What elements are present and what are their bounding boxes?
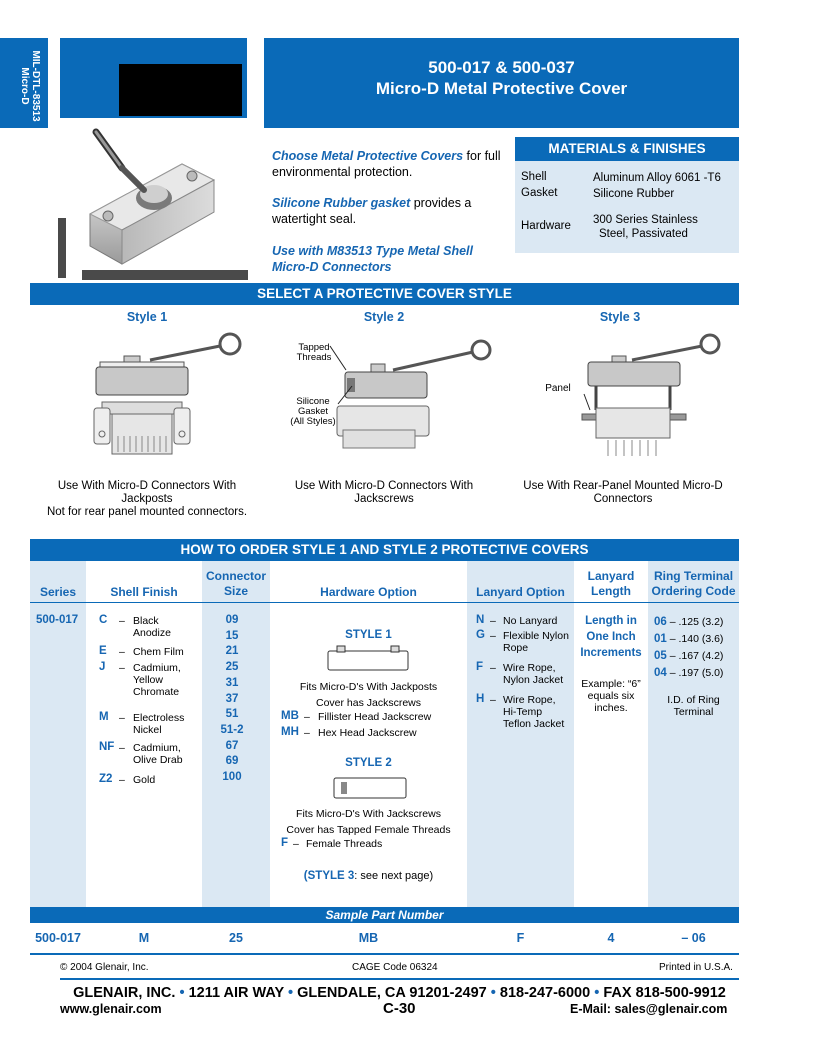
hardware-style2-desc [270, 806, 467, 838]
finish-dash: – [119, 774, 125, 786]
hardware-style2-icon [333, 777, 407, 799]
header-series: Series [39, 585, 77, 599]
style-3-heading: Style 3 [599, 310, 641, 324]
size-item: 25 [225, 661, 239, 674]
style3-note-open: ( [303, 870, 308, 882]
ring-desc: .167 (4.2) [678, 650, 724, 662]
ring-code: 01 [654, 633, 667, 645]
side-tab-line2: Micro-D [19, 67, 30, 105]
style3-note-bold: STYLE 3 [307, 870, 355, 882]
lanyard-h-l1: Wire Rope, [503, 694, 556, 706]
footer-rule [60, 978, 739, 980]
ring-desc: .125 (3.2) [678, 616, 724, 628]
style-2-label-tapped [292, 343, 336, 363]
gasket-line3: (All Styles) [290, 416, 336, 427]
style-1-caption-line1: Use With Micro-D Connectors With [57, 480, 237, 492]
finish-desc-e: Chem Film [133, 646, 184, 658]
length-l2: One Inch [586, 631, 636, 643]
lanyard-f-l1: Wire Rope, [503, 662, 556, 674]
footer-printed: Printed in U.S.A. [659, 962, 733, 973]
style-2-caption-line2: Jackscrews [354, 493, 414, 505]
sample-hardware: MB [358, 931, 379, 945]
ring-row: 01 – .140 (3.6) [654, 633, 724, 645]
style-1-caption [40, 480, 254, 519]
finish-m-l2: Nickel [133, 724, 162, 736]
desc-2-highlight: Silicone Rubber gasket [272, 196, 411, 210]
finish-c-l2: Anodize [133, 627, 171, 639]
finish-dash: – [119, 712, 125, 724]
lanyard-desc-h [503, 694, 564, 730]
footer-address: 1211 AIR WAY [188, 985, 284, 1001]
finish-desc-z2: Gold [133, 774, 156, 786]
series-value: 500-017 [36, 614, 79, 626]
material-label-gasket: Gasket [521, 187, 558, 199]
hardware-code-f: F [281, 837, 289, 849]
header-size [202, 569, 270, 599]
lanyard-code-g: G [476, 629, 485, 641]
footer-email-link[interactable]: E-Mail: sales@glenair.com [570, 1002, 728, 1016]
size-item: 31 [225, 676, 239, 689]
finish-c-l1: Black [133, 615, 159, 627]
ring-note-2: Terminal [673, 706, 714, 718]
hw-s1-l2: Cover has Jackscrews [315, 697, 422, 709]
header-divider [30, 602, 739, 603]
size-list [202, 613, 262, 786]
size-item: 67 [225, 739, 239, 752]
footer-website-link[interactable]: www.glenair.com [60, 1002, 162, 1016]
sample-length: 4 [607, 931, 615, 945]
length-info [574, 613, 648, 661]
size-item: 69 [225, 755, 239, 768]
footer-address-line: GLENAIR, INC. • 1211 AIR WAY • GLENDALE, CA 91201-2497 • 818-247-6000 • FAX 818-500-9912 [73, 985, 726, 1001]
product-photo [82, 128, 248, 280]
footer-company: GLENAIR, INC. [73, 985, 176, 1001]
length-ex2: equals six [587, 690, 635, 702]
material-value-hardware: 300 Series Stainless [593, 214, 698, 226]
header-hardware: Hardware Option [320, 585, 417, 599]
hardware-code-mh: MH [281, 726, 299, 738]
footer-cage: CAGE Code 06324 [352, 962, 438, 973]
lanyard-dash: – [490, 630, 496, 642]
hw-dash: – [304, 711, 310, 723]
hw-dash: – [293, 838, 299, 850]
header-size-2: Size [223, 584, 248, 598]
finish-dash: – [119, 742, 125, 754]
lanyard-code-n: N [476, 614, 485, 626]
finish-code-nf: NF [99, 741, 115, 753]
lanyard-h-l2: Hi-Temp [503, 706, 543, 718]
footer-city: GLENDALE, CA 91201-2497 [297, 985, 487, 1001]
lanyard-code-f: F [476, 661, 484, 673]
materials-heading: MATERIALS & FINISHES [515, 137, 739, 161]
ring-row: 06 – .125 (3.2) [654, 616, 724, 628]
title-product-name: Micro-D Metal Protective Cover [375, 79, 628, 98]
ring-desc: .140 (3.6) [678, 633, 724, 645]
style3-note-rest: : see next page) [354, 870, 434, 882]
material-value-hardware-2: Steel, Passivated [599, 228, 688, 240]
header-length-1: Lanyard [587, 569, 635, 583]
lanyard-desc-n: No Lanyard [503, 615, 558, 627]
style-2-caption-line1: Use With Micro-D Connectors With [294, 480, 474, 492]
page-title [264, 38, 739, 128]
length-l1: Length in [585, 615, 637, 627]
hardware-style3-note [270, 870, 467, 882]
finish-code-m: M [99, 711, 109, 723]
desc-1-highlight: Choose Metal Protective Covers [272, 149, 464, 163]
finish-dash: – [119, 615, 125, 627]
style-2-caption [284, 480, 484, 506]
desc-3-highlight: Use with M83513 Type Metal Shell Micro-D Connectors [272, 244, 473, 274]
material-label-shell: Shell [521, 171, 547, 183]
finish-nf-l1: Cadmium, [133, 742, 181, 754]
logo-placeholder [119, 64, 242, 116]
select-style-heading: SELECT A PROTECTIVE COVER STYLE [30, 283, 739, 305]
finish-dash: – [119, 646, 125, 658]
size-item: 15 [225, 629, 239, 642]
style-2-heading: Style 2 [363, 310, 405, 324]
hardware-desc-mh: Hex Head Jackscrew [318, 727, 417, 739]
finish-j-l2: Yellow [133, 674, 163, 686]
length-example [574, 678, 648, 714]
hardware-style1-icon [327, 645, 409, 671]
header-ring-2: Ordering Code [651, 584, 736, 598]
material-label-hardware: Hardware [521, 220, 571, 232]
description-paragraph-2 [272, 195, 502, 227]
header-finish: Shell Finish [110, 585, 178, 599]
description-paragraph-1 [272, 148, 502, 180]
size-item: 09 [225, 614, 239, 626]
ring-code: 06 [654, 616, 667, 628]
footer-page-number: C-30 [383, 1000, 416, 1017]
ring-row: 05 – .167 (4.2) [654, 650, 724, 662]
finish-j-l3: Chromate [133, 686, 180, 698]
column-series [30, 561, 86, 907]
length-ex3: inches. [594, 702, 628, 714]
size-item: 21 [225, 645, 239, 658]
sample-series: 500-017 [35, 931, 81, 945]
tapped-line2: Threads [296, 352, 332, 363]
footer-phone: 818-247-6000 [499, 985, 591, 1001]
finish-code-c: C [99, 614, 108, 626]
hw-s2-l1: Fits Micro-D's With Jackscrews [296, 808, 441, 820]
footer-copyright: © 2004 Glenair, Inc. [60, 962, 149, 973]
side-tab-line1: MIL-DTL-83513 [30, 50, 41, 122]
header-ring [648, 569, 739, 599]
description-paragraph-3 [272, 243, 494, 275]
sample-part-heading: Sample Part Number [30, 907, 739, 923]
hardware-style1-label: STYLE 1 [345, 629, 392, 641]
lanyard-code-h: H [476, 693, 485, 705]
style-1-caption-line2: Jackposts [121, 493, 173, 505]
hardware-style2-label: STYLE 2 [345, 757, 392, 769]
length-l3: Increments [580, 647, 642, 659]
lanyard-f-l2: Nylon Jacket [503, 674, 564, 686]
header-size-1: Connector [206, 569, 266, 583]
header-length [574, 569, 648, 599]
ring-code-list [654, 613, 723, 681]
finish-dash: – [119, 662, 125, 674]
header-length-2: Length [591, 584, 631, 598]
style-1-heading: Style 1 [126, 310, 168, 324]
style-1-drawing [90, 330, 250, 470]
ring-row: 04 – .197 (5.0) [654, 667, 724, 679]
desc-2-text: provides a watertight seal. [272, 196, 472, 226]
finish-desc-j [133, 662, 181, 698]
hardware-code-mb: MB [281, 710, 299, 722]
lanyard-g-l1: Flexible Nylon [503, 630, 569, 642]
finish-desc-c [133, 615, 171, 639]
gasket-line2: Gasket [297, 406, 329, 417]
header-lanyard: Lanyard Option [476, 585, 565, 599]
gasket-line1: Silicone [296, 396, 330, 407]
size-item: 37 [225, 692, 239, 705]
hw-s2-l2: Cover has Tapped Female Threads [286, 824, 451, 836]
material-value-gasket: Silicone Rubber [593, 188, 675, 200]
footer-fax: FAX 818-500-9912 [603, 985, 726, 1001]
style-2-drawing [343, 330, 503, 470]
hardware-desc-mb: Fillister Head Jackscrew [318, 711, 432, 723]
finish-desc-nf [133, 742, 183, 766]
finish-code-e: E [99, 645, 107, 657]
ring-code: 04 [654, 667, 667, 679]
style-2-label-gasket [284, 397, 342, 427]
lanyard-dash: – [490, 694, 496, 706]
style-3-caption-line2: Connectors [593, 493, 653, 505]
lanyard-desc-g [503, 630, 569, 654]
lanyard-dash: – [490, 615, 496, 627]
hardware-desc-f: Female Threads [306, 838, 383, 850]
tapped-line1: Tapped [298, 342, 330, 353]
size-item: 100 [222, 771, 242, 784]
section-side-tab [0, 38, 48, 128]
order-heading: HOW TO ORDER STYLE 1 AND STYLE 2 PROTECTIVE COVERS [30, 539, 739, 561]
lanyard-h-l3: Teflon Jacket [503, 718, 565, 730]
lanyard-desc-f [503, 662, 563, 686]
size-item: 51-2 [220, 723, 244, 736]
sample-size: 25 [229, 931, 243, 945]
hw-dash: – [304, 727, 310, 739]
finish-m-l1: Electroless [133, 712, 185, 724]
style-1-caption-line3: Not for rear panel mounted connectors. [46, 506, 248, 518]
sample-lanyard: F [516, 931, 525, 945]
table-bottom-rule [30, 953, 739, 955]
desc-1-text: for full environmental protection. [272, 149, 501, 179]
finish-nf-l2: Olive Drab [133, 754, 183, 766]
lanyard-dash: – [490, 662, 496, 674]
ring-desc: .197 (5.0) [678, 667, 724, 679]
product-photo-illustration [82, 128, 248, 280]
finish-desc-m [133, 712, 184, 736]
finish-code-z2: Z2 [99, 773, 113, 785]
title-part-numbers: 500-017 & 500-037 [428, 58, 575, 77]
style-3-drawing [582, 330, 742, 470]
style-3-caption [516, 480, 730, 506]
style-3-caption-line1: Use With Rear-Panel Mounted Micro-D [523, 480, 723, 492]
size-item: 51 [225, 708, 239, 721]
header-ring-1: Ring Terminal [653, 569, 734, 583]
finish-code-j: J [99, 661, 106, 673]
column-lanyard [467, 561, 574, 907]
ring-note-1: I.D. of Ring [667, 694, 720, 706]
lanyard-g-l2: Rope [503, 642, 529, 654]
finish-j-l1: Cadmium, [133, 662, 181, 674]
style-3-label-panel: Panel [545, 383, 571, 394]
ring-note [648, 694, 739, 718]
length-ex1: Example: “6” [581, 678, 641, 690]
hw-s1-l1: Fits Micro-D's With Jackposts [299, 681, 438, 693]
ring-code: 05 [654, 650, 667, 662]
hardware-style1-desc [270, 679, 467, 711]
material-value-shell: Aluminum Alloy 6061 -T6 [593, 172, 721, 184]
sample-finish: M [138, 931, 150, 945]
sample-ring: – 06 [681, 931, 706, 945]
